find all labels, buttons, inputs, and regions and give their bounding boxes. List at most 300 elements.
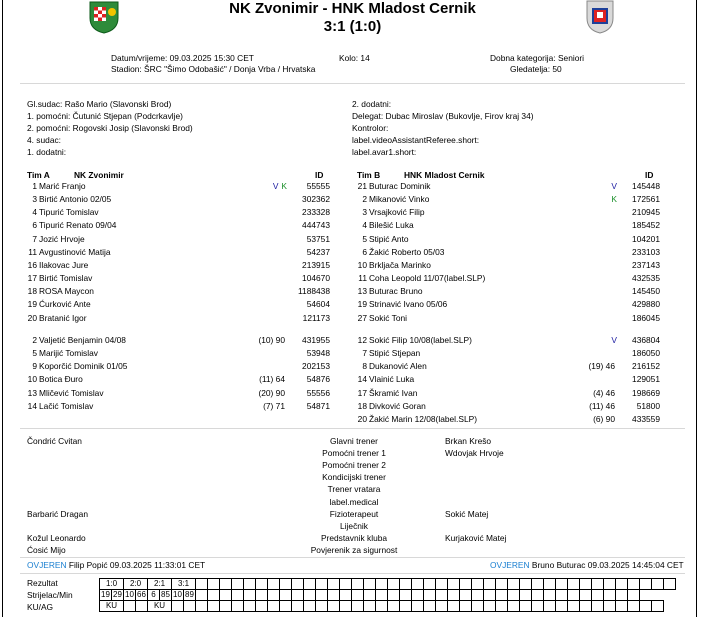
results-cell bbox=[244, 590, 256, 601]
player-row bbox=[350, 246, 670, 259]
player-number: 2 bbox=[32, 335, 37, 345]
player-number: 9 bbox=[32, 361, 37, 372]
player-name: Stipić Stjepan bbox=[369, 348, 421, 359]
results-cell bbox=[232, 590, 244, 601]
player-row bbox=[20, 334, 340, 347]
results-cell bbox=[448, 590, 460, 601]
results-cell bbox=[400, 579, 412, 590]
results-cell bbox=[232, 579, 244, 590]
player-number: 6 bbox=[32, 220, 37, 231]
team-b-label: Tim B bbox=[357, 170, 381, 180]
results-cell bbox=[400, 601, 412, 612]
player-row bbox=[20, 272, 340, 285]
results-cell: 66 bbox=[137, 590, 146, 599]
results-cell: 2:0 bbox=[124, 579, 148, 590]
player-number: 18 bbox=[27, 286, 37, 297]
results-cell bbox=[580, 590, 592, 601]
player-name: Sokić Toni bbox=[369, 312, 408, 323]
results-cell: 19 bbox=[101, 590, 110, 599]
substitution-minute: (19) 46 bbox=[588, 361, 615, 372]
results-cell bbox=[628, 601, 640, 612]
official-line: Delegat: Dubac Miroslav (Bukovlje, Firov kraj 34) bbox=[352, 111, 534, 121]
results-cell bbox=[640, 601, 652, 612]
results-cell bbox=[592, 601, 604, 612]
results-cell bbox=[280, 601, 292, 612]
staff-role: Povjerenik za sigurnost bbox=[310, 544, 398, 555]
header-divider bbox=[20, 83, 685, 84]
results-cell bbox=[580, 601, 592, 612]
player-number: 3 bbox=[32, 194, 37, 205]
team-b-name: HNK Mladost Cernik bbox=[404, 170, 485, 180]
results-cell bbox=[316, 590, 328, 601]
player-name: Stipić Anto bbox=[369, 233, 409, 244]
away-verification bbox=[490, 560, 684, 570]
results-cell: 10 bbox=[173, 590, 182, 599]
player-number: 19 bbox=[27, 299, 37, 310]
player-row bbox=[20, 387, 340, 400]
results-cell bbox=[556, 579, 568, 590]
results-cell bbox=[592, 590, 604, 601]
staff-home-name: Ćosić Mijo bbox=[27, 544, 66, 555]
scorer-row-label: Strijelac/Min bbox=[27, 590, 73, 600]
player-id: 432535 bbox=[632, 273, 660, 284]
results-cell bbox=[412, 590, 424, 601]
results-cell bbox=[352, 601, 364, 612]
player-name: Strinavić Ivano 05/06 bbox=[369, 299, 448, 310]
player-id: 54604 bbox=[306, 299, 330, 310]
results-cell bbox=[364, 590, 376, 601]
results-cell bbox=[568, 590, 580, 601]
results-cell bbox=[460, 579, 472, 590]
player-id: 54237 bbox=[306, 246, 330, 257]
player-marks bbox=[565, 193, 617, 206]
player-id: 145448 bbox=[632, 181, 660, 191]
player-id: 431955 bbox=[302, 335, 330, 345]
team-a-id-header: ID bbox=[315, 170, 324, 180]
player-row bbox=[20, 259, 340, 272]
away-verified-tag: OVJEREN bbox=[490, 560, 530, 570]
player-number: 17 bbox=[357, 387, 367, 398]
results-cell bbox=[388, 579, 400, 590]
results-cell: KU bbox=[148, 601, 172, 612]
results-cell bbox=[544, 590, 556, 601]
results-cell bbox=[436, 590, 448, 601]
results-cell bbox=[472, 601, 484, 612]
player-id: 444743 bbox=[302, 220, 330, 231]
player-row bbox=[20, 400, 340, 413]
results-cell bbox=[280, 590, 292, 601]
kuag-row-label: KU/AG bbox=[27, 602, 54, 612]
player-row bbox=[350, 206, 670, 219]
player-name: Divković Goran bbox=[369, 400, 426, 411]
player-row bbox=[350, 193, 670, 206]
staff-role: label.medical bbox=[329, 496, 379, 507]
results-cell bbox=[340, 601, 352, 612]
results-cell bbox=[520, 579, 532, 590]
player-id: 104201 bbox=[632, 233, 660, 244]
player-id: 129051 bbox=[632, 374, 660, 385]
results-cell bbox=[304, 590, 316, 601]
match-datetime: Datum/vrijeme: 09.03.2025 15:30 CET bbox=[111, 53, 254, 63]
results-cell bbox=[472, 579, 484, 590]
results-cell: KU bbox=[100, 601, 124, 612]
results-cell: 85 bbox=[161, 590, 170, 599]
substitution-minute: (11) 64 bbox=[259, 374, 285, 385]
official-line: 1. pomoćni: Čutunić Stjepan (Podcrkavlje) bbox=[27, 111, 183, 121]
results-row bbox=[100, 590, 676, 601]
player-number: 18 bbox=[357, 400, 367, 411]
results-cell bbox=[340, 579, 352, 590]
player-marks bbox=[235, 180, 287, 193]
match-score: 3:1 (1:0) bbox=[323, 18, 382, 35]
results-cell bbox=[652, 579, 664, 590]
staff-away-name: Brkan Krešo bbox=[445, 436, 492, 446]
player-id: 433559 bbox=[632, 413, 660, 424]
player-id: 210945 bbox=[632, 207, 660, 218]
results-cell bbox=[196, 601, 208, 612]
player-name: Lačić Tomislav bbox=[39, 400, 94, 411]
results-cell bbox=[292, 590, 304, 601]
player-id: 202153 bbox=[302, 361, 330, 372]
official-line: 2. dodatni: bbox=[352, 99, 392, 109]
results-cell bbox=[520, 590, 532, 601]
staff-home-name: Čondrić Cvitan bbox=[27, 436, 82, 446]
results-cell bbox=[448, 579, 460, 590]
left-border bbox=[2, 0, 3, 617]
staff-role: Kondicijski trener bbox=[322, 472, 386, 483]
results-cell bbox=[256, 579, 268, 590]
results-cell: 10 bbox=[125, 590, 134, 599]
results-cell bbox=[220, 590, 232, 601]
player-number: 4 bbox=[362, 220, 367, 231]
results-cell bbox=[412, 601, 424, 612]
results-cell bbox=[352, 590, 364, 601]
away-verified-text: Bruno Buturac 09.03.2025 14:45:04 CET bbox=[531, 560, 684, 570]
player-name: Buturac Bruno bbox=[369, 286, 423, 297]
player-number: 7 bbox=[362, 348, 367, 359]
player-row bbox=[350, 400, 670, 413]
player-name: Vrsajković Filip bbox=[369, 207, 425, 218]
results-cell bbox=[544, 601, 556, 612]
player-name: Botica Đuro bbox=[39, 374, 83, 385]
results-cell bbox=[364, 579, 376, 590]
staff-role: Liječnik bbox=[340, 520, 368, 531]
player-name: Koporčić Dominik 01/05 bbox=[39, 361, 128, 372]
player-name: Mikanović Vinko bbox=[369, 194, 430, 205]
official-line: 4. sudac: bbox=[27, 135, 61, 145]
player-name: Marijić Tomislav bbox=[39, 348, 98, 359]
player-name: Vlainić Luka bbox=[369, 374, 415, 385]
results-cell bbox=[496, 579, 508, 590]
player-number: 10 bbox=[27, 374, 37, 385]
player-number: 5 bbox=[32, 348, 37, 359]
results-cell bbox=[484, 601, 496, 612]
player-name: Dukanović Alen bbox=[369, 361, 427, 372]
results-cell bbox=[472, 590, 484, 601]
results-cell bbox=[340, 590, 352, 601]
results-cell bbox=[508, 601, 520, 612]
player-id: 1188438 bbox=[298, 286, 330, 297]
team-a-name: NK Zvonimir bbox=[74, 170, 124, 180]
results-cell bbox=[556, 601, 568, 612]
player-number: 5 bbox=[362, 233, 367, 244]
results-cell bbox=[436, 579, 448, 590]
player-row bbox=[350, 272, 670, 285]
results-cell bbox=[664, 579, 676, 590]
results-cell bbox=[328, 579, 340, 590]
player-number: 3 bbox=[362, 207, 367, 218]
results-cell bbox=[268, 590, 280, 601]
player-number: 12 bbox=[357, 335, 367, 345]
results-cell bbox=[196, 590, 208, 601]
home-verified-text: Filip Popić 09.03.2025 11:33:01 CET bbox=[68, 560, 206, 570]
results-cell bbox=[268, 579, 280, 590]
results-cell bbox=[616, 590, 628, 601]
results-cell bbox=[208, 590, 220, 601]
player-id: 145450 bbox=[632, 286, 660, 297]
results-cell bbox=[604, 590, 616, 601]
match-venue: Stadion: ŠRC "Šimo Odobašić" / Donja Vrba / Hrvatska bbox=[111, 64, 316, 74]
player-name: Sokić Filip 10/08(label.SLP) bbox=[369, 335, 472, 345]
player-number: 20 bbox=[357, 413, 367, 424]
player-row bbox=[350, 413, 670, 426]
verification-divider bbox=[20, 573, 685, 574]
results-cell bbox=[328, 590, 340, 601]
results-cell bbox=[220, 601, 232, 612]
results-cell bbox=[292, 579, 304, 590]
official-line: Kontrolor: bbox=[352, 123, 389, 133]
player-name: Valjetić Benjamin 04/08 bbox=[39, 335, 126, 345]
player-name: Ćurković Ante bbox=[39, 299, 91, 310]
player-number: 19 bbox=[357, 299, 367, 310]
officials-right bbox=[352, 98, 534, 158]
results-cell bbox=[532, 579, 544, 590]
player-name: Ilakovac Jure bbox=[39, 259, 89, 270]
player-number: 1 bbox=[32, 181, 37, 191]
player-marks bbox=[565, 334, 617, 347]
results-cell bbox=[244, 579, 256, 590]
staff-role: Fizioterapeut bbox=[329, 508, 379, 519]
staff-away-name: Sokić Matej bbox=[445, 508, 489, 519]
results-row bbox=[100, 579, 676, 590]
officials-left bbox=[27, 98, 193, 158]
results-cell bbox=[376, 590, 388, 601]
player-name: ROSA Maycon bbox=[39, 286, 94, 297]
results-cell bbox=[256, 601, 268, 612]
player-number: 21 bbox=[357, 181, 367, 191]
player-name: Mličević Tomislav bbox=[39, 387, 104, 398]
substitution-minute: (7) 71 bbox=[263, 400, 285, 411]
results-cell bbox=[448, 601, 460, 612]
results-cell bbox=[232, 601, 244, 612]
player-row bbox=[20, 206, 340, 219]
results-cell bbox=[376, 579, 388, 590]
player-row bbox=[350, 285, 670, 298]
player-row bbox=[350, 298, 670, 311]
results-cell bbox=[316, 601, 328, 612]
player-id: 186045 bbox=[632, 312, 660, 323]
player-name: Jozić Hrvoje bbox=[39, 233, 85, 244]
results-cell: 6 bbox=[148, 590, 160, 601]
match-round: Kolo: 14 bbox=[339, 53, 370, 63]
results-cell bbox=[628, 590, 640, 601]
player-name: Škramić Ivan bbox=[369, 387, 418, 398]
player-number: 10 bbox=[357, 259, 367, 270]
results-cell bbox=[196, 579, 208, 590]
results-cell bbox=[388, 601, 400, 612]
player-row bbox=[20, 180, 340, 193]
player-name: Žakić Roberto 05/03 bbox=[369, 246, 445, 257]
home-verified-tag: OVJEREN bbox=[27, 560, 67, 570]
player-id: 198669 bbox=[632, 387, 660, 398]
official-line: Gl.sudac: Rašo Mario (Slavonski Brod) bbox=[27, 99, 172, 109]
results-cell bbox=[304, 579, 316, 590]
results-cell bbox=[460, 590, 472, 601]
player-name: Tipurić Renato 09/04 bbox=[39, 220, 117, 231]
official-line: label.videoAssistantReferee.short: bbox=[352, 135, 480, 145]
goalkeeper-mark: V bbox=[611, 181, 617, 191]
results-cell bbox=[124, 601, 136, 612]
results-cell bbox=[280, 579, 292, 590]
results-cell bbox=[268, 601, 280, 612]
results-cell bbox=[640, 579, 652, 590]
home-verification bbox=[27, 560, 205, 570]
player-id: 121173 bbox=[302, 312, 330, 323]
player-number: 17 bbox=[27, 273, 37, 284]
results-cell bbox=[376, 601, 388, 612]
player-name: Tipurić Tomislav bbox=[39, 207, 99, 218]
results-cell: 89 bbox=[185, 590, 194, 599]
player-row bbox=[350, 259, 670, 272]
results-cell bbox=[304, 601, 316, 612]
player-row bbox=[20, 373, 340, 386]
staff-role: Trener vratara bbox=[327, 484, 381, 495]
player-row bbox=[20, 312, 340, 325]
results-cell: 3:1 bbox=[172, 579, 196, 590]
player-id: 53948 bbox=[306, 348, 330, 359]
player-id: 429880 bbox=[632, 299, 660, 310]
results-cell bbox=[400, 590, 412, 601]
player-row bbox=[20, 233, 340, 246]
results-cell bbox=[412, 579, 424, 590]
player-id: 54871 bbox=[306, 400, 330, 411]
lineup-divider bbox=[20, 428, 685, 429]
player-id: 237143 bbox=[632, 259, 660, 270]
results-cell bbox=[532, 590, 544, 601]
player-row bbox=[350, 312, 670, 325]
staff-home-name: Barbarić Dragan bbox=[27, 508, 88, 519]
results-cell bbox=[652, 601, 664, 612]
results-cell: 1:0 bbox=[100, 579, 124, 590]
player-id: 186050 bbox=[632, 348, 660, 359]
player-id: 233103 bbox=[632, 246, 660, 257]
goalkeeper-mark: V bbox=[272, 181, 279, 191]
player-id: 213915 bbox=[302, 259, 330, 270]
player-number: 16 bbox=[27, 259, 37, 270]
player-row bbox=[20, 360, 340, 373]
player-row bbox=[20, 246, 340, 259]
player-number: 14 bbox=[357, 374, 367, 385]
player-marks bbox=[565, 180, 617, 193]
player-id: 436804 bbox=[632, 335, 660, 345]
staff-role: Pomoćni trener 1 bbox=[322, 448, 386, 459]
results-cell bbox=[568, 579, 580, 590]
player-number: 4 bbox=[32, 207, 37, 218]
player-row bbox=[350, 180, 670, 193]
results-cell bbox=[172, 601, 184, 612]
player-number: 7 bbox=[32, 233, 37, 244]
player-id: 216152 bbox=[632, 361, 660, 372]
player-name: Birtić Antonio 02/05 bbox=[39, 194, 112, 205]
captain-mark: K bbox=[281, 181, 287, 191]
results-cell bbox=[604, 601, 616, 612]
player-id: 55556 bbox=[306, 387, 330, 398]
results-cell bbox=[136, 601, 148, 612]
player-row bbox=[20, 285, 340, 298]
staff-away-name: Kurjaković Matej bbox=[445, 532, 507, 543]
substitution-minute: (10) 90 bbox=[258, 335, 285, 345]
player-id: 302362 bbox=[302, 194, 330, 205]
match-title: NK Zvonimir - HNK Mladost Cernik bbox=[229, 0, 476, 17]
official-line: 1. dodatni: bbox=[27, 147, 67, 157]
results-cell: 2:1 bbox=[148, 579, 172, 590]
captain-mark: K bbox=[611, 194, 617, 205]
results-cell bbox=[520, 601, 532, 612]
results-cell bbox=[184, 601, 196, 612]
player-number: 14 bbox=[27, 400, 37, 411]
player-id: 233328 bbox=[302, 207, 330, 218]
player-row bbox=[350, 373, 670, 386]
results-cell bbox=[256, 590, 268, 601]
player-number: 20 bbox=[27, 312, 37, 323]
results-cell bbox=[496, 590, 508, 601]
player-id: 54876 bbox=[306, 374, 330, 385]
results-cell bbox=[544, 579, 556, 590]
results-cell bbox=[508, 590, 520, 601]
results-cell bbox=[328, 601, 340, 612]
player-id: 51800 bbox=[636, 400, 660, 411]
results-cell bbox=[556, 590, 568, 601]
substitution-minute: (20) 90 bbox=[258, 387, 285, 398]
player-row bbox=[20, 298, 340, 311]
player-name: Brkljača Marinko bbox=[369, 259, 431, 270]
result-row-label: Rezultat bbox=[27, 578, 58, 588]
substitution-minute: (11) 46 bbox=[589, 400, 615, 411]
substitution-minute: (4) 46 bbox=[593, 387, 615, 398]
player-name: Buturac Dominik bbox=[369, 181, 431, 191]
player-number: 11 bbox=[28, 246, 37, 257]
results-cell bbox=[220, 579, 232, 590]
results-cell bbox=[580, 579, 592, 590]
staff-away-name: Wdovjak Hrvoje bbox=[445, 448, 504, 459]
results-cell bbox=[208, 579, 220, 590]
results-cell bbox=[508, 579, 520, 590]
results-cell bbox=[616, 579, 628, 590]
player-row bbox=[350, 387, 670, 400]
results-cell bbox=[316, 579, 328, 590]
substitution-minute: (6) 90 bbox=[593, 413, 615, 424]
results-cell: 29 bbox=[113, 590, 122, 599]
age-category: Dobna kategorija: Seniori bbox=[490, 53, 585, 63]
results-cell bbox=[424, 579, 436, 590]
player-name: Bratanić Igor bbox=[39, 312, 87, 323]
team-a-label: Tim A bbox=[27, 170, 50, 180]
results-cell bbox=[436, 601, 448, 612]
results-cell bbox=[568, 601, 580, 612]
results-cell bbox=[424, 590, 436, 601]
player-id: 104670 bbox=[302, 273, 330, 284]
player-name: Avgustinović Matija bbox=[39, 246, 111, 257]
